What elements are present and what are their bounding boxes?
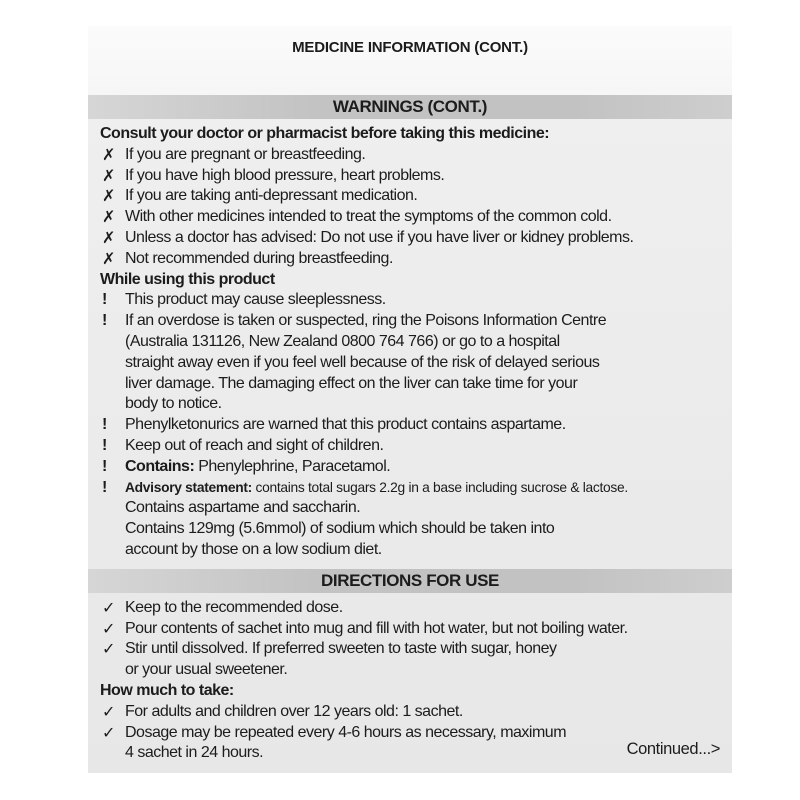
- list-item-text: [125, 415, 726, 436]
- list-item-text: [125, 249, 726, 270]
- cross-icon: ✗: [102, 248, 115, 268]
- page-title: MEDICINE INFORMATION (CONT.): [292, 39, 528, 56]
- bold-prefix: Advisory statement:: [125, 479, 252, 495]
- continued-label: Continued...>: [626, 740, 720, 758]
- list-item: [100, 457, 726, 478]
- text-line: account by those on a low sodium diet.: [125, 540, 382, 558]
- check-icon: ✓: [102, 701, 115, 721]
- text-line: Keep out of reach and sight of children.: [125, 436, 384, 454]
- panel-body: [88, 95, 732, 772]
- text-line: (Australia 131126, New Zealand 0800 764 766) or go to a hospital: [125, 332, 560, 350]
- exclamation-icon: !: [102, 291, 107, 309]
- list-item: [100, 702, 726, 723]
- list-item: [100, 166, 726, 187]
- section-heading-warnings-cont: WARNINGS (CONT.): [88, 95, 732, 119]
- text-line: Advisory statement: contains total sugars 2.2g in a base including sucrose & lactose.: [125, 479, 628, 495]
- text-line: If you have high blood pressure, heart problems.: [125, 166, 445, 184]
- list-item-text: [125, 207, 726, 228]
- text-line: Unless a doctor has advised: Do not use if you have liver or kidney problems.: [125, 228, 634, 246]
- list-item-text: [125, 145, 726, 166]
- text-line: Not recommended during breastfeeding.: [125, 249, 393, 267]
- list-item: [100, 436, 726, 457]
- text-line: Phenylketonurics are warned that this product contains aspartame.: [125, 416, 566, 434]
- section-body-warnings-cont: [88, 119, 732, 569]
- list-item: [100, 186, 726, 207]
- exclamation-icon: !: [102, 457, 107, 475]
- list-item: [100, 311, 726, 415]
- subheading: How much to take:: [100, 681, 234, 699]
- text-line: Contains aspartame and saccharin.: [125, 499, 361, 517]
- list-item: [100, 619, 726, 640]
- text-line: With other medicines intended to treat the symptoms of the common cold.: [125, 208, 612, 226]
- check-icon: ✓: [102, 597, 115, 617]
- list-item-text: [125, 457, 726, 478]
- exclamation-icon: !: [102, 478, 107, 496]
- text-line: body to notice.: [125, 395, 222, 413]
- list-item: [100, 639, 726, 681]
- text-line: or your usual sweetener.: [125, 661, 288, 679]
- subheading: Consult your doctor or pharmacist before taking this medicine:: [100, 125, 550, 142]
- list-item-text: [125, 619, 726, 640]
- cross-icon: ✗: [102, 144, 115, 164]
- subheading: While using this product: [100, 270, 275, 288]
- list-item: [100, 598, 726, 619]
- list-item: [100, 228, 726, 249]
- list-item: [100, 145, 726, 166]
- text-line: Contains: Phenylephrine, Paracetamol.: [125, 457, 391, 475]
- check-icon: ✓: [102, 722, 115, 742]
- bold-prefix: Contains:: [125, 457, 195, 475]
- text-line: Contains 129mg (5.6mmol) of sodium which should be taken into: [125, 520, 555, 538]
- list-item: [100, 415, 726, 436]
- list-item-text: [125, 478, 726, 561]
- cross-icon: ✗: [102, 207, 115, 227]
- check-icon: ✓: [102, 618, 115, 638]
- list-item-text: [125, 166, 726, 187]
- text-line: Stir until dissolved. If preferred sweeten to taste with sugar, honey: [125, 640, 557, 658]
- list-item-text: [125, 702, 726, 723]
- list-item-text: [125, 186, 726, 207]
- text-line: If you are pregnant or breastfeeding.: [125, 145, 366, 163]
- list-item-text: [125, 436, 726, 457]
- text-line: If you are taking anti-depressant medication.: [125, 187, 418, 205]
- section-heading-directions-for-use: DIRECTIONS FOR USE: [88, 569, 732, 593]
- text-line: liver damage. The damaging effect on the liver can take time for your: [125, 374, 578, 392]
- text-line: straight away even if you feel well because of the risk of delayed serious: [125, 353, 600, 371]
- cross-icon: ✗: [102, 165, 115, 185]
- list-item: [100, 249, 726, 270]
- list-item-text: [125, 598, 726, 619]
- list-item: [100, 290, 726, 311]
- cross-icon: ✗: [102, 227, 115, 247]
- exclamation-icon: !: [102, 436, 107, 454]
- text-line: Pour contents of sachet into mug and fill with hot water, but not boiling water.: [125, 619, 628, 637]
- list-item-text: [125, 639, 726, 681]
- list-item: [100, 478, 726, 561]
- cross-icon: ✗: [102, 186, 115, 206]
- medicine-information-panel: [88, 26, 732, 773]
- text-line: For adults and children over 12 years old: 1 sachet.: [125, 702, 463, 720]
- text-line: This product may cause sleeplessness.: [125, 291, 386, 309]
- list-item: [100, 207, 726, 228]
- panel-header: [88, 26, 732, 95]
- text-line: If an overdose is taken or suspected, ring the Poisons Information Centre: [125, 312, 607, 330]
- list-item-text: [125, 311, 726, 415]
- text-line: Dosage may be repeated every 4-6 hours as necessary, maximum: [125, 723, 567, 741]
- exclamation-icon: !: [102, 312, 107, 330]
- text-line: Keep to the recommended dose.: [125, 598, 343, 616]
- list-item-text: [125, 228, 726, 249]
- check-icon: ✓: [102, 639, 115, 659]
- list-item-text: [125, 290, 726, 311]
- exclamation-icon: !: [102, 416, 107, 434]
- text-line: 4 sachet in 24 hours.: [125, 744, 264, 762]
